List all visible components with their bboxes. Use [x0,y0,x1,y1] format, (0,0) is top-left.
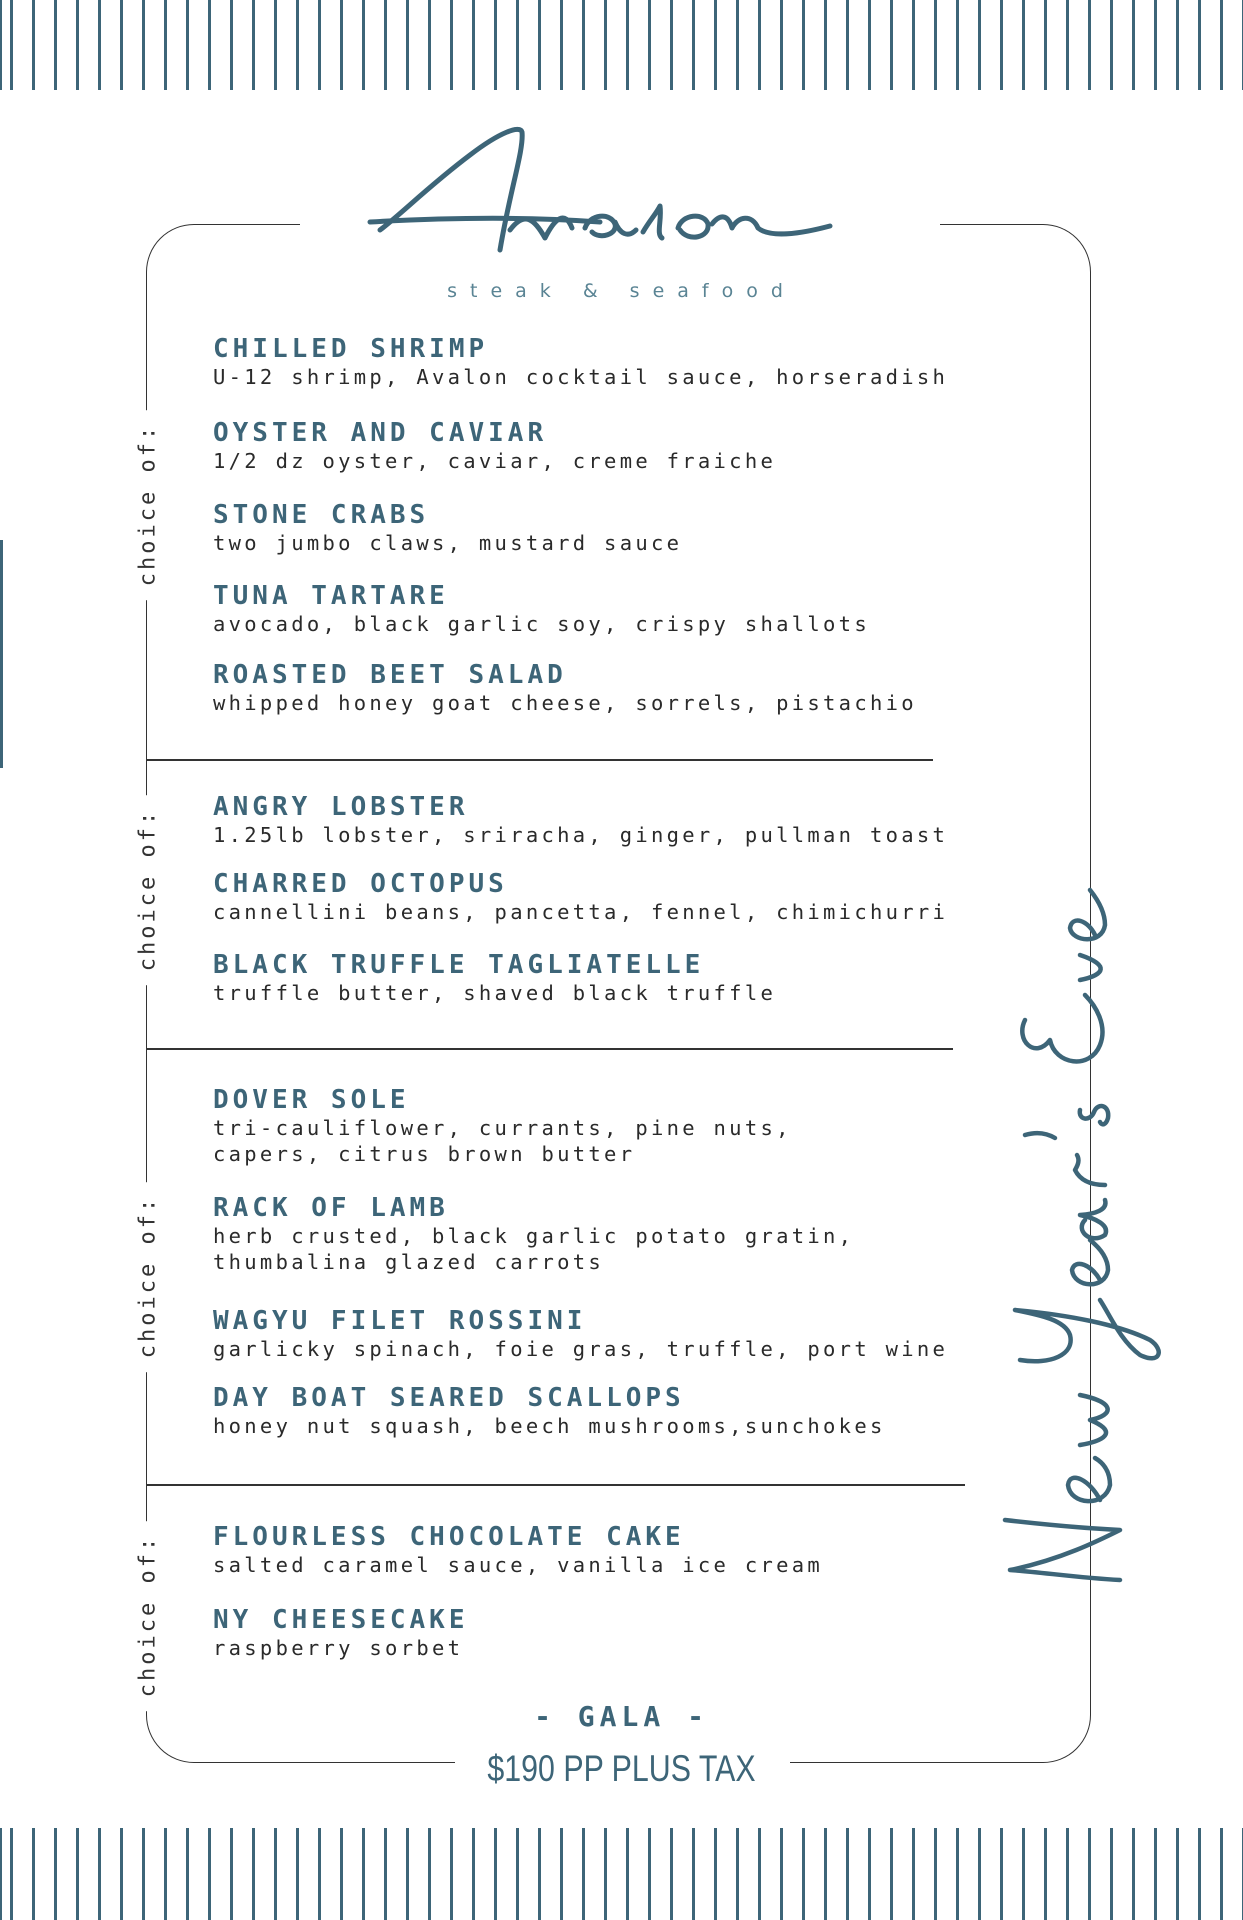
section-divider [146,1484,965,1486]
section-divider [146,1048,953,1050]
item-name: CHARRED OCTOPUS [213,869,508,899]
item-description: 1/2 dz oyster, caviar, creme fraiche [213,449,777,473]
item-name: NY CHEESECAKE [213,1605,469,1635]
item-description: truffle butter, shaved black truffle [213,981,777,1005]
menu-item [213,1383,886,1439]
menu-item [213,869,948,925]
course-label: choice of: [136,795,161,985]
item-description: garlicky spinach, foie gras, truffle, port wine [213,1337,949,1361]
bottom-stripe-border [0,1828,1243,1920]
item-name: DAY BOAT SEARED SCALLOPS [213,1383,685,1413]
item-name: WAGYU FILET ROSSINI [213,1306,587,1336]
item-name: OYSTER AND CAVIAR [213,418,548,448]
item-description: avocado, black garlic soy, crispy shallots [213,612,870,636]
item-name: DOVER SOLE [213,1085,410,1115]
course-label: choice of: [136,1182,161,1372]
menu-item [213,1193,854,1275]
menu-item [213,950,776,1006]
menu-item [213,1306,948,1362]
item-name: RACK OF LAMB [213,1193,449,1223]
item-name: ROASTED BEET SALAD [213,660,567,690]
item-description: 1.25lb lobster, sriracha, ginger, pullman toast [213,823,949,847]
course-label: choice of: [136,410,161,600]
item-name: FLOURLESS CHOCOLATE CAKE [213,1522,685,1552]
item-description: raspberry sorbet [213,1636,464,1660]
menu-item [213,660,917,716]
menu-item [213,581,870,637]
item-description: two jumbo claws, mustard sauce [213,531,683,555]
top-stripe-border [0,0,1243,90]
item-description: whipped honey goat cheese, sorrels, pistachio [213,691,917,715]
menu-item [213,1522,823,1578]
item-description: cannellini beans, pancetta, fennel, chimichurri [213,900,949,924]
item-description: salted caramel sauce, vanilla ice cream [213,1553,824,1577]
item-name: CHILLED SHRIMP [213,334,489,364]
item-description: herb crusted, black garlic potato gratin, thumbalina glazed carrots [213,1224,855,1274]
section-divider [146,759,933,761]
menu-item [213,792,948,848]
brand-tagline: steak & seafood [447,280,796,302]
menu-item [213,1605,469,1661]
gala-label: - GALA - [534,1700,709,1733]
item-description: honey nut squash, beech mushrooms,sunchokes [213,1414,886,1438]
avalon-logo [360,110,860,280]
menu-item [213,1085,792,1167]
item-name: STONE CRABS [213,500,430,530]
menu-item [213,334,948,390]
item-name: BLACK TRUFFLE TAGLIATELLE [213,950,705,980]
menu-item [213,418,776,474]
menu-item [213,500,682,556]
item-description: tri-cauliflower, currants, pine nuts, capers, citrus brown butter [213,1116,792,1166]
item-name: ANGRY LOBSTER [213,792,469,822]
course-label: choice of: [136,1521,161,1711]
item-name: TUNA TARTARE [213,581,449,611]
item-description: U-12 shrimp, Avalon cocktail sauce, horseradish [213,365,949,389]
left-accent-bar [0,540,3,768]
price-text: $190 PP PLUS TAX [487,1748,756,1789]
new-years-eve-script-title [990,690,1170,1590]
